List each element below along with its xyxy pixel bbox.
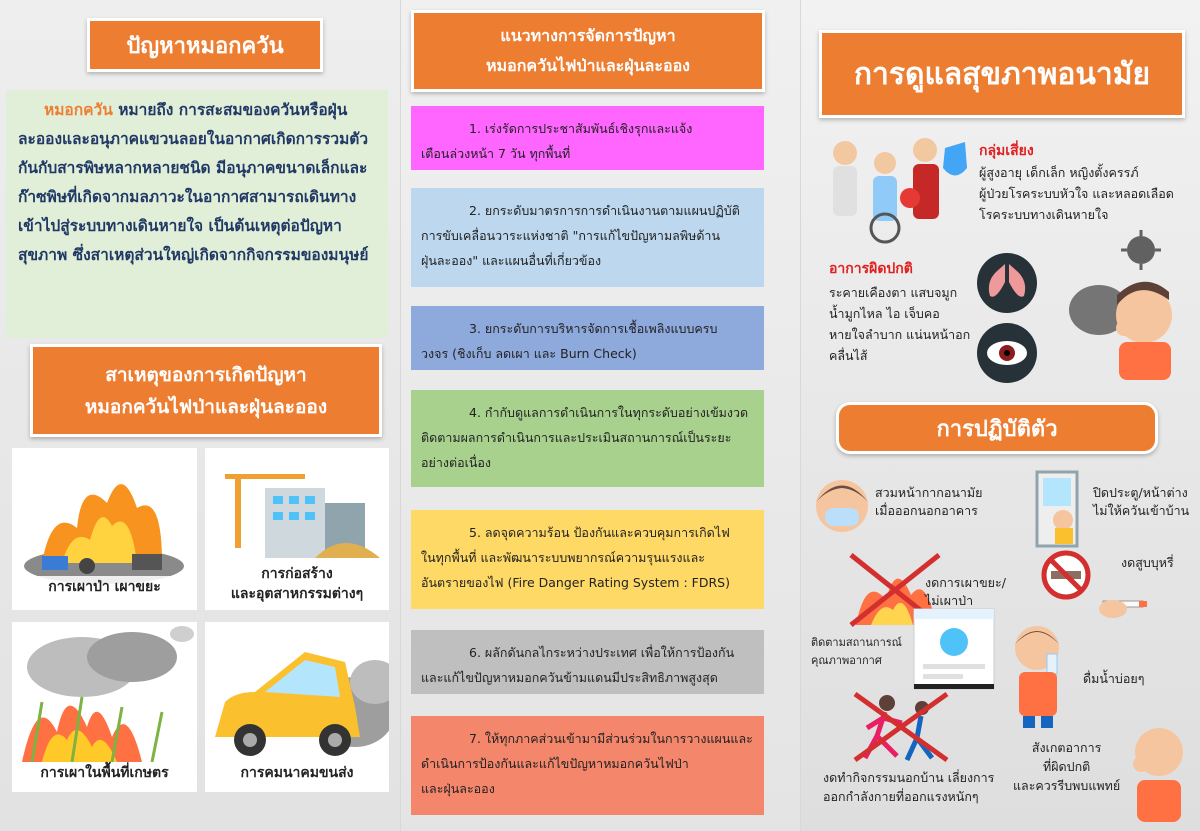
guidelines-title-line2: หมอกควันไฟป่าและฝุ่นละออง	[486, 56, 690, 75]
step-5-line2: ในทุกพื้นที่ และพัฒนาระบบพยากรณ์ความรุนแรงและ	[421, 550, 705, 565]
step-2-line1: 2. ยกระดับมาตรการการดำเนินงานตามแผนปฏิบัติ	[469, 203, 740, 218]
risk-group-text	[979, 162, 1194, 225]
guideline-step-1	[411, 106, 764, 170]
cause-label-burning-trash: การเผาป่า เผาขยะ	[12, 576, 197, 598]
symptom-line4: คลื่นไส้	[829, 348, 868, 363]
cigarette-hand-icon	[1093, 585, 1163, 625]
air-quality-screen-icon	[913, 608, 995, 690]
practice-doctor-line2: ที่ผิดปกติ	[1042, 759, 1091, 774]
practice-door-text	[1093, 484, 1189, 520]
risk-group-line3: โรคระบบทางเดินหายใจ	[979, 207, 1109, 222]
cause-label-construction-line1: การก่อสร้าง	[261, 566, 333, 582]
cause-label-car-smoke: การคมนาคมขนส่ง	[205, 762, 389, 784]
practice-no-burning-line1: งดการเผาขยะ/	[925, 575, 1006, 590]
step-3-line2: วงจร (ชิงเก็บ ลดเผา และ Burn Check)	[421, 346, 637, 361]
practice-no-burning-text	[925, 574, 1006, 610]
cause-tile-burning-crop	[12, 622, 197, 792]
causes-title-line1: สาเหตุของการเกิดปัญหา	[105, 363, 307, 386]
step-5-line3: อันตรายของไฟ (Fire Danger Rating System : FDRS)	[421, 575, 730, 590]
step-4-line2: ติดตามผลการดำเนินการและประเมินสถานการณ์เป็นระยะ	[421, 430, 732, 445]
causes-title-line2: หมอกควันไฟป่าและฝุ่นละออง	[84, 395, 328, 418]
step-6-line1: 6. ผลักดันกลไกระหว่างประเทศ เพื่อให้การป้องกัน	[469, 645, 735, 660]
practice-monitor-line2: คุณภาพอากาศ	[811, 654, 882, 667]
practice-monitor-text	[811, 634, 902, 670]
no-smoking-icon	[1041, 550, 1091, 600]
definition-keyword: หมอกควัน	[44, 101, 113, 119]
step-7-line3: และฝุ่นละออง	[421, 781, 495, 796]
step-1-line1: 1. เร่งรัดการประชาสัมพันธ์เชิงรุกและแจ้ง	[469, 121, 693, 136]
step-2-line2: การขับเคลื่อนวาระแห่งชาติ "การแก้ไขปัญหามลพิษด้าน	[421, 228, 720, 243]
practice-mask-text	[875, 484, 982, 520]
cause-label-burning-crop: การเผาในพื้นที่เกษตร	[12, 762, 197, 784]
cause-tile-construction	[205, 448, 389, 610]
practice-title: การปฏิบัติตัว	[836, 402, 1158, 454]
practice-doctor-line3: และควรรีบพบแพทย์	[1013, 778, 1121, 793]
risk-group-title: กลุ่มเสี่ยง	[979, 143, 1034, 159]
haze-definition	[6, 90, 388, 338]
irritated-eye-icon	[976, 322, 1038, 384]
practice-water-text: ดื่มน้ำบ่อยๆ	[1083, 671, 1145, 686]
guideline-step-6	[411, 630, 764, 694]
lungs-icon	[976, 252, 1038, 314]
guideline-step-5	[411, 510, 764, 609]
symptom-title: อาการผิดปกติ	[829, 261, 913, 277]
practice-door-line1: ปิดประตู/หน้าต่าง	[1093, 485, 1188, 500]
practice-monitor-line1: ติดตามสถานการณ์	[811, 636, 902, 649]
panel-health-care	[800, 0, 1200, 831]
practice-no-burning-line2: ไม่เผาป่า	[925, 593, 974, 608]
mask-boy-icon	[811, 474, 873, 544]
step-1-line2: เตือนล่วงหน้า 7 วัน ทุกพื้นที่	[421, 146, 571, 161]
panel-haze-problem	[0, 0, 400, 831]
cause-tile-car-smoke	[205, 622, 389, 792]
symptom-text	[829, 282, 989, 366]
cause-label-construction-line2: และอุตสาหกรรมต่างๆ	[230, 586, 364, 602]
guideline-step-3	[411, 306, 764, 370]
guideline-step-7	[411, 716, 764, 815]
risk-group-people-icon	[815, 128, 975, 248]
cause-label-construction	[205, 564, 389, 604]
risk-group-line2: ผู้ป่วยโรคระบบหัวใจ และหลอดเลือด	[979, 186, 1174, 201]
practice-outdoor-text	[823, 768, 994, 806]
health-care-title: การดูแลสุขภาพอนามัย	[819, 30, 1185, 118]
sick-boy-icon	[1123, 722, 1193, 822]
symptom-line1: ระคายเคืองตา แสบจมูก	[829, 285, 958, 300]
no-exercise-icon	[847, 688, 955, 766]
definition-text: หมายถึง การสะสมของควันหรือฝุ่นละอองและอนุภาคแขวนลอยในอากาศเกิดการรวมตัวกันกับสารพิษหลากหลายชนิด มีอนุภาคขนาดเล็กและก๊าซพิษที่เกิดจากมลภาวะในอากาศสามารถเดินทางเข้าไปสู่ระบบทางเดินหายใจ เป็นต้นเหตุต่อปัญหาสุขภาพ ซึ่งสาเหตุส่วนใหญ่เกิดจากกิจกรรมของมนุษย์	[18, 101, 369, 264]
practice-doctor-text	[1013, 738, 1120, 795]
causes-title	[30, 344, 382, 437]
guidelines-title-line1: แนวทางการจัดการปัญหา	[500, 26, 676, 45]
cause-tile-burning-trash	[12, 448, 197, 610]
haze-problem-title: ปัญหาหมอกควัน	[87, 18, 323, 72]
virus-icon	[1119, 228, 1163, 272]
guideline-step-2	[411, 188, 764, 287]
step-3-line1: 3. ยกระดับการบริหารจัดการเชื้อเพลิงแบบครบ	[469, 321, 718, 336]
step-7-line2: ดำเนินการป้องกันและแก้ไขปัญหาหมอกควันไฟป่า	[421, 756, 689, 771]
practice-no-smoking-text: งดสูบบุหรี่	[1121, 555, 1174, 570]
step-6-line2: และแก้ไขปัญหาหมอกควันข้ามแดนมีประสิทธิภาพสูงสุด	[421, 670, 718, 685]
step-2-line3: ฝุ่นละออง" และแผนอื่นที่เกี่ยวข้อง	[421, 253, 602, 268]
closed-door-icon	[1033, 470, 1089, 548]
practice-mask-line1: สวมหน้ากากอนามัย	[875, 485, 983, 500]
risk-group-line1: ผู้สูงอายุ เด็กเล็ก หญิงตั้งครรภ์	[979, 165, 1139, 180]
practice-doctor-line1: สังเกตอาการ	[1031, 740, 1102, 755]
step-4-line3: อย่างต่อเนื่อง	[421, 455, 492, 470]
symptom-line3: หายใจลำบาก แน่นหน้าอก	[829, 327, 971, 342]
practice-mask-line2: เมื่อออกนอกอาคาร	[875, 503, 978, 518]
step-7-line1: 7. ให้ทุกภาคส่วนเข้ามามีส่วนร่วมในการวางแผนและ	[469, 731, 753, 746]
step-4-line1: 4. กำกับดูแลการดำเนินการในทุกระดับอย่างเข้มงวด	[469, 405, 749, 420]
practice-outdoor-line1: งดทำกิจกรรมนอกบ้าน เลี่ยงการ	[823, 770, 995, 785]
practice-door-line2: ไม่ให้ควันเข้าบ้าน	[1093, 503, 1190, 518]
practice-outdoor-line2: ออกกำลังกายที่ออกแรงหนักๆ	[823, 789, 979, 804]
step-5-line1: 5. ลดจุดความร้อน ป้องกันและควบคุมการเกิดไฟ	[469, 525, 730, 540]
guidelines-title	[411, 10, 765, 92]
guideline-step-4	[411, 390, 764, 487]
symptom-line2: น้ำมูกไหล ไอ เจ็บคอ	[829, 306, 940, 321]
drinking-water-boy-icon	[1007, 620, 1073, 728]
coughing-boy-icon	[1069, 270, 1195, 380]
panel-management-guidelines	[400, 0, 800, 831]
